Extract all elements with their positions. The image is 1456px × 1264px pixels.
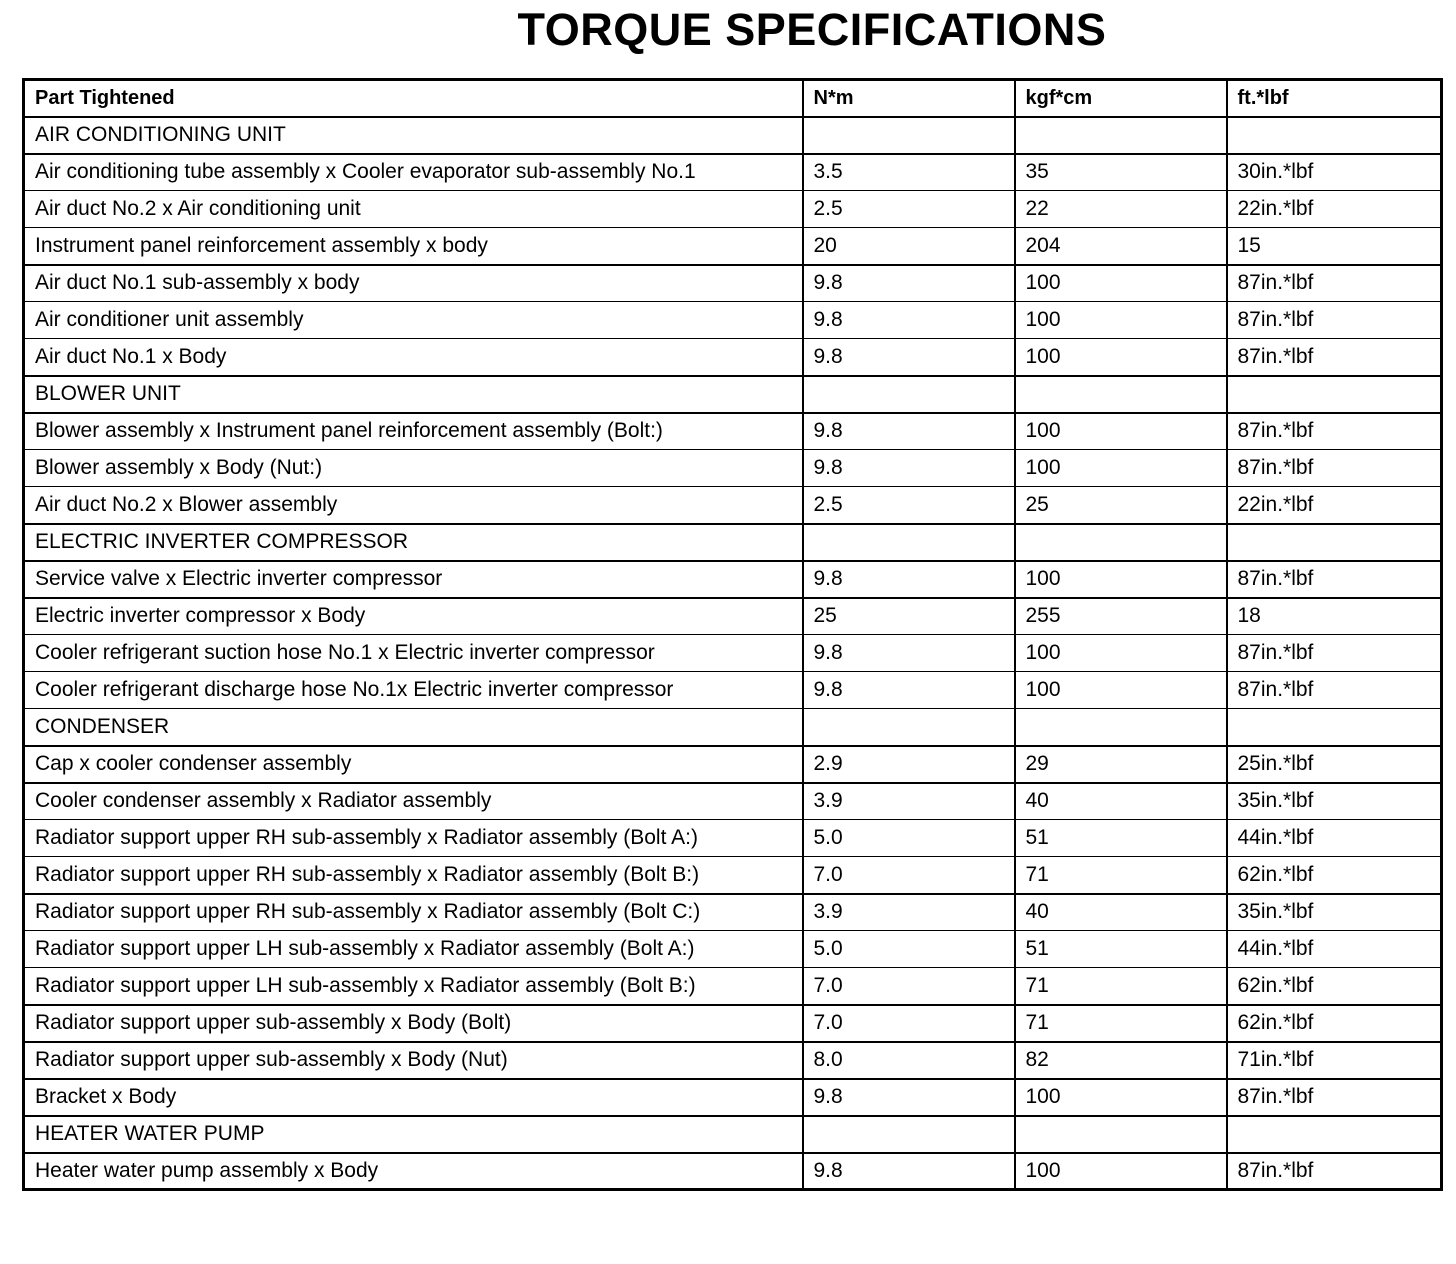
cell-nm: 9.8 (803, 450, 1015, 487)
cell-kgf-cm: 255 (1015, 598, 1227, 635)
cell-part-tightened: Bracket x Body (24, 1079, 803, 1116)
cell-ft-lbf: 87in.*lbf (1227, 1153, 1442, 1190)
section-row (24, 1116, 1442, 1153)
cell-kgf-cm (1015, 524, 1227, 561)
cell-ft-lbf: 35in.*lbf (1227, 783, 1442, 820)
cell-kgf-cm: 40 (1015, 894, 1227, 931)
cell-ft-lbf: 87in.*lbf (1227, 672, 1442, 709)
cell-ft-lbf: 22in.*lbf (1227, 191, 1442, 228)
table-row (24, 783, 1442, 820)
cell-nm: 5.0 (803, 931, 1015, 968)
cell-kgf-cm: 100 (1015, 672, 1227, 709)
cell-part-tightened: Radiator support upper sub-assembly x Body (Nut) (24, 1042, 803, 1079)
cell-part-tightened: Radiator support upper sub-assembly x Body (Bolt) (24, 1005, 803, 1042)
cell-part-tightened: Blower assembly x Instrument panel reinforcement assembly (Bolt:) (24, 413, 803, 450)
cell-nm: 9.8 (803, 302, 1015, 339)
cell-part-tightened: Radiator support upper RH sub-assembly x Radiator assembly (Bolt C:) (24, 894, 803, 931)
table-row (24, 1005, 1442, 1042)
cell-ft-lbf: 44in.*lbf (1227, 820, 1442, 857)
cell-nm: 9.8 (803, 672, 1015, 709)
cell-kgf-cm: 22 (1015, 191, 1227, 228)
cell-ft-lbf: 35in.*lbf (1227, 894, 1442, 931)
cell-part-tightened: Air conditioner unit assembly (24, 302, 803, 339)
cell-ft-lbf: 87in.*lbf (1227, 265, 1442, 302)
cell-nm: 5.0 (803, 820, 1015, 857)
cell-part-tightened: Cap x cooler condenser assembly (24, 746, 803, 783)
cell-part-tightened: Air duct No.1 sub-assembly x body (24, 265, 803, 302)
table-row (24, 635, 1442, 672)
cell-kgf-cm: 82 (1015, 1042, 1227, 1079)
cell-part-tightened: Instrument panel reinforcement assembly x body (24, 228, 803, 265)
cell-part-tightened: Radiator support upper LH sub-assembly x Radiator assembly (Bolt B:) (24, 968, 803, 1005)
cell-nm: 9.8 (803, 265, 1015, 302)
table-row (24, 450, 1442, 487)
cell-kgf-cm: 204 (1015, 228, 1227, 265)
torque-spec-table (22, 78, 1443, 1191)
cell-ft-lbf: 25in.*lbf (1227, 746, 1442, 783)
table-row (24, 598, 1442, 635)
cell-kgf-cm: 40 (1015, 783, 1227, 820)
cell-kgf-cm (1015, 709, 1227, 746)
cell-nm (803, 524, 1015, 561)
table-row (24, 487, 1442, 524)
cell-nm: 9.8 (803, 635, 1015, 672)
cell-nm: 7.0 (803, 857, 1015, 894)
table-row (24, 1153, 1442, 1190)
cell-ft-lbf (1227, 1116, 1442, 1153)
cell-ft-lbf: 87in.*lbf (1227, 339, 1442, 376)
page-title: TORQUE SPECIFICATIONS (517, 4, 1107, 55)
header-ft-lbf: ft.*lbf (1227, 80, 1442, 117)
table-row (24, 339, 1442, 376)
cell-ft-lbf: 87in.*lbf (1227, 450, 1442, 487)
table-row (24, 191, 1442, 228)
cell-kgf-cm: 25 (1015, 487, 1227, 524)
cell-ft-lbf (1227, 117, 1442, 154)
table-row (24, 820, 1442, 857)
table-row (24, 857, 1442, 894)
cell-part-tightened: Radiator support upper RH sub-assembly x Radiator assembly (Bolt A:) (24, 820, 803, 857)
section-row (24, 524, 1442, 561)
cell-nm: 3.5 (803, 154, 1015, 191)
cell-nm (803, 709, 1015, 746)
cell-nm: 9.8 (803, 1079, 1015, 1116)
table-row (24, 1042, 1442, 1079)
cell-kgf-cm: 51 (1015, 820, 1227, 857)
cell-kgf-cm: 100 (1015, 450, 1227, 487)
cell-part-tightened: Heater water pump assembly x Body (24, 1153, 803, 1190)
cell-ft-lbf: 87in.*lbf (1227, 413, 1442, 450)
table-row (24, 265, 1442, 302)
cell-part-tightened: Air duct No.2 x Air conditioning unit (24, 191, 803, 228)
cell-part-tightened: Cooler condenser assembly x Radiator assembly (24, 783, 803, 820)
cell-ft-lbf (1227, 709, 1442, 746)
cell-part-tightened: Cooler refrigerant suction hose No.1 x Electric inverter compressor (24, 635, 803, 672)
cell-ft-lbf: 18 (1227, 598, 1442, 635)
cell-ft-lbf: 87in.*lbf (1227, 1079, 1442, 1116)
cell-nm: 7.0 (803, 1005, 1015, 1042)
header-nm: N*m (803, 80, 1015, 117)
cell-ft-lbf: 15 (1227, 228, 1442, 265)
cell-part-tightened: Cooler refrigerant discharge hose No.1x Electric inverter compressor (24, 672, 803, 709)
cell-nm: 9.8 (803, 413, 1015, 450)
cell-part-tightened: Air duct No.1 x Body (24, 339, 803, 376)
cell-part-tightened: BLOWER UNIT (24, 376, 803, 413)
cell-nm (803, 117, 1015, 154)
cell-nm: 9.8 (803, 561, 1015, 598)
cell-ft-lbf: 22in.*lbf (1227, 487, 1442, 524)
cell-kgf-cm: 100 (1015, 339, 1227, 376)
cell-part-tightened: Service valve x Electric inverter compressor (24, 561, 803, 598)
cell-kgf-cm: 100 (1015, 302, 1227, 339)
cell-kgf-cm (1015, 117, 1227, 154)
header-part-tightened: Part Tightened (24, 80, 803, 117)
cell-part-tightened: AIR CONDITIONING UNIT (24, 117, 803, 154)
cell-ft-lbf: 87in.*lbf (1227, 561, 1442, 598)
table-row (24, 413, 1442, 450)
cell-nm: 2.5 (803, 487, 1015, 524)
table-row (24, 228, 1442, 265)
cell-nm: 2.5 (803, 191, 1015, 228)
cell-kgf-cm: 100 (1015, 635, 1227, 672)
cell-nm: 3.9 (803, 783, 1015, 820)
cell-nm: 9.8 (803, 339, 1015, 376)
section-row (24, 376, 1442, 413)
table-header-row (24, 80, 1442, 117)
table-row (24, 894, 1442, 931)
cell-kgf-cm: 35 (1015, 154, 1227, 191)
cell-kgf-cm: 71 (1015, 857, 1227, 894)
cell-part-tightened: Electric inverter compressor x Body (24, 598, 803, 635)
cell-nm: 25 (803, 598, 1015, 635)
cell-nm: 3.9 (803, 894, 1015, 931)
cell-nm: 20 (803, 228, 1015, 265)
cell-ft-lbf: 30in.*lbf (1227, 154, 1442, 191)
cell-kgf-cm: 29 (1015, 746, 1227, 783)
cell-kgf-cm (1015, 1116, 1227, 1153)
cell-kgf-cm: 100 (1015, 413, 1227, 450)
cell-ft-lbf (1227, 376, 1442, 413)
cell-ft-lbf: 62in.*lbf (1227, 968, 1442, 1005)
header-kgf-cm: kgf*cm (1015, 80, 1227, 117)
cell-part-tightened: Blower assembly x Body (Nut:) (24, 450, 803, 487)
table-row (24, 302, 1442, 339)
cell-nm (803, 1116, 1015, 1153)
cell-kgf-cm: 71 (1015, 968, 1227, 1005)
cell-kgf-cm: 100 (1015, 1153, 1227, 1190)
cell-ft-lbf (1227, 524, 1442, 561)
cell-ft-lbf: 71in.*lbf (1227, 1042, 1442, 1079)
table-row (24, 931, 1442, 968)
table-row (24, 154, 1442, 191)
cell-ft-lbf: 44in.*lbf (1227, 931, 1442, 968)
cell-kgf-cm: 51 (1015, 931, 1227, 968)
cell-kgf-cm: 100 (1015, 265, 1227, 302)
section-row (24, 709, 1442, 746)
cell-ft-lbf: 62in.*lbf (1227, 1005, 1442, 1042)
cell-nm (803, 376, 1015, 413)
cell-kgf-cm: 71 (1015, 1005, 1227, 1042)
cell-nm: 9.8 (803, 1153, 1015, 1190)
cell-part-tightened: Air conditioning tube assembly x Cooler evaporator sub-assembly No.1 (24, 154, 803, 191)
cell-nm: 2.9 (803, 746, 1015, 783)
table-row (24, 561, 1442, 598)
cell-part-tightened: Air duct No.2 x Blower assembly (24, 487, 803, 524)
table-body (24, 117, 1442, 1190)
cell-ft-lbf: 62in.*lbf (1227, 857, 1442, 894)
cell-nm: 8.0 (803, 1042, 1015, 1079)
cell-part-tightened: HEATER WATER PUMP (24, 1116, 803, 1153)
table-row (24, 1079, 1442, 1116)
cell-part-tightened: Radiator support upper LH sub-assembly x Radiator assembly (Bolt A:) (24, 931, 803, 968)
cell-kgf-cm: 100 (1015, 561, 1227, 598)
cell-ft-lbf: 87in.*lbf (1227, 302, 1442, 339)
table-row (24, 746, 1442, 783)
section-row (24, 117, 1442, 154)
cell-kgf-cm (1015, 376, 1227, 413)
cell-nm: 7.0 (803, 968, 1015, 1005)
cell-kgf-cm: 100 (1015, 1079, 1227, 1116)
cell-part-tightened: ELECTRIC INVERTER COMPRESSOR (24, 524, 803, 561)
cell-part-tightened: Radiator support upper RH sub-assembly x Radiator assembly (Bolt B:) (24, 857, 803, 894)
cell-ft-lbf: 87in.*lbf (1227, 635, 1442, 672)
table-row (24, 968, 1442, 1005)
table-row (24, 672, 1442, 709)
cell-part-tightened: CONDENSER (24, 709, 803, 746)
